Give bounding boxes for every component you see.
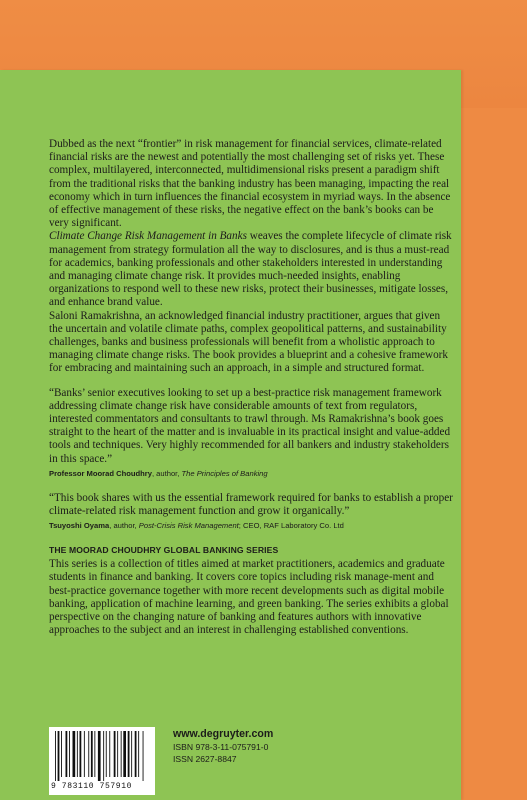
barcode-bars: [53, 731, 151, 783]
barcode-bar: [128, 731, 130, 777]
barcode-bar: [123, 731, 126, 777]
description-paragraph-2: Climate Change Risk Management in Banks weaves the complete lifecycle of climate risk management from strategy formulation all the way to disclosures, and is thus a must-read for academics, banking professionals and other stakeholders interested in understanding and managing climate change risk. It provides much-needed insights, enabling organizations to respond well to these new risks, protect their businesses, mitigate losses, and enhance brand value.: [49, 230, 452, 309]
barcode-bar: [121, 731, 122, 777]
publisher-info: [173, 727, 273, 765]
barcode-bar: [69, 731, 70, 777]
barcode-bar: [114, 731, 116, 777]
cover-text-content: [49, 138, 454, 638]
series-heading: THE MOORAD CHOUDHRY GLOBAL BANKING SERIES: [49, 545, 279, 556]
barcode-bar: [143, 731, 144, 781]
barcode-digits: 9 783110 757910: [51, 782, 133, 791]
barcode-bar: [58, 731, 60, 781]
endorsement-quote-2: “This book shares with us the essential framework required for banks to establish a proper climate-related risk management function and grow it organically.”: [49, 491, 453, 518]
barcode-bar: [88, 731, 89, 777]
endorsement-attribution-1: Professor Moorad Choudhry, author, The Principles of Banking: [49, 468, 268, 478]
book-title-italic: Climate Change Risk Management in Banks: [49, 230, 247, 243]
barcode-bar: [98, 731, 101, 781]
barcode-bar: [77, 731, 78, 777]
barcode-bar: [66, 731, 68, 777]
barcode-bar: [106, 731, 107, 777]
endorsement-attribution-2: Tsuyoshi Oyama, author, Post-Crisis Risk Management; CEO, RAF Laboratory Co. Ltd: [49, 521, 344, 531]
barcode-bar: [80, 731, 82, 777]
endorsement-quote-1: “Banks’ senior executives looking to set up a best-practice risk management framework addressing climate change risk have considerable amounts of text from regulators, interested commentators and consultants to trawl through. Ms Ramakrishna’s book goes straight to the heart of the matter and is invaluable in its practical insight and value-added tools and techniques. Very highly recommended for all bankers and industry stakeholders in this space.”: [49, 386, 451, 465]
barcode-bar: [61, 731, 62, 777]
issn-number: ISSN 2627-8847: [173, 754, 237, 764]
barcode-bar: [84, 731, 85, 777]
barcode-bar: [103, 731, 104, 781]
isbn-barcode: [49, 727, 155, 795]
series-description: This series is a collection of titles aimed at market practitioners, academics and graduate students in finance and banking. It covers core topics including risk manage-ment and best-practice governance together with more recent developments such as digital mobile banking, application of machine learning, and green banking. The series exhibits a global perspective on the changing nature of banking and features authors with innovative approaches to the subject and an interest in challenging established conventions.: [49, 558, 449, 637]
barcode-bar: [135, 731, 137, 777]
isbn-number: ISBN 978-3-11-075791-0: [173, 742, 269, 752]
barcode-bar: [138, 731, 139, 777]
barcode-bar: [117, 731, 118, 777]
description-paragraph-3: Saloni Ramakrishna, an acknowledged financial industry practitioner, argues that given the uncertain and volatile climate paths, complex geopolitical patterns, and sustainability challenges, banks and business professionals will benefit from a wholistic approach to managing climate change risks. The book provides a blueprint and a cohesive framework for embracing and maintaining such an approach, in a simple and structured format.: [49, 309, 448, 375]
barcode-bar: [94, 731, 95, 777]
barcode-bar: [55, 731, 56, 781]
cover-footer: [49, 727, 454, 795]
barcode-bar: [131, 731, 132, 777]
barcode-bar: [91, 731, 93, 777]
description-paragraph-1: Dubbed as the next “frontier” in risk management for financial services, climate-related financial risks are the newest and potentially the most challenging set of risks yet. These complex, multilayered, interconnected, multidimensional risks present a paradigm shift from the traditional risks that the banking industry has been managing, impacting the real economy which in turn influences the financial ecosystem in myriad ways. In the absence of effective management of these risks, the negative effect on the bank’s books can be very significant.: [49, 138, 451, 230]
barcode-bar: [109, 731, 110, 777]
barcode-bar: [73, 731, 76, 777]
publisher-url: www.degruyter.com: [173, 728, 274, 740]
